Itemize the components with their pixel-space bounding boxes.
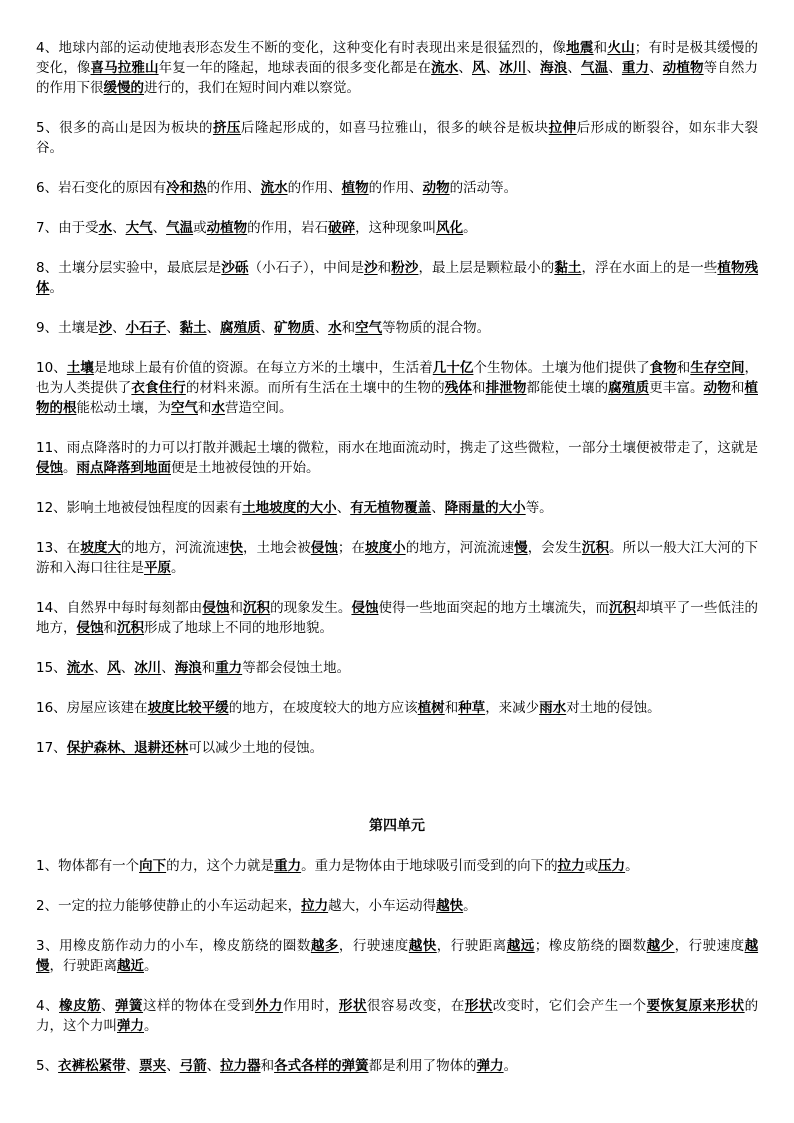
unit3-note-item-12 <box>36 658 758 678</box>
text-run: 、 <box>485 60 500 76</box>
text-run: 作用时， <box>282 998 339 1014</box>
text-run: 、 <box>314 320 329 336</box>
text-run: 、 <box>152 220 167 236</box>
text-run: ，行驶距离 <box>49 958 117 974</box>
text-run: 。 <box>49 280 63 296</box>
key-term: 拉力器 <box>220 1058 261 1074</box>
key-term: 形状 <box>338 998 367 1014</box>
text-run: ；橡皮筋绕的圈数 <box>534 938 647 954</box>
key-term: 水 <box>328 320 342 336</box>
key-term: 有无植物覆盖 <box>350 500 432 516</box>
key-term: 沉积 <box>117 620 144 636</box>
key-term: 风 <box>472 60 486 76</box>
key-term: 重力 <box>621 60 650 76</box>
key-term: 拉力 <box>557 858 585 874</box>
key-term: 沉积 <box>581 540 610 556</box>
key-term: 土壤 <box>66 360 94 376</box>
key-term: 几十亿 <box>432 360 474 376</box>
key-term: 排泄物 <box>485 380 527 396</box>
unit3-note-item-9 <box>36 498 758 518</box>
unit3-note-item-5 <box>36 258 758 298</box>
unit3-note-item-14 <box>36 738 758 758</box>
unit3-notes <box>36 38 758 758</box>
key-term: 流水 <box>260 180 288 196</box>
key-term: 生存空间 <box>690 360 745 376</box>
text-run: 、 <box>93 660 108 676</box>
text-run: 却填平了一些低洼的地方， <box>36 600 759 636</box>
text-run: 形成了地球上不同的地形地貌。 <box>144 620 333 636</box>
text-run: 进行的，我们在短时间内难以察觉。 <box>144 80 360 96</box>
text-run: 越大，小车运动得 <box>328 898 437 914</box>
key-term: 拉力 <box>301 898 329 914</box>
key-term: 侵蚀 <box>36 460 63 476</box>
key-term: 雨水 <box>539 700 567 716</box>
key-term: 喜马拉雅山 <box>90 60 159 76</box>
key-term: 侵蚀 <box>202 600 230 616</box>
text-run: 的材料来源。而所有生活在土壤中的生物的 <box>185 380 445 396</box>
key-term: 重力 <box>274 858 302 874</box>
text-run: 的力，这个力叫 <box>36 998 759 1034</box>
text-run: 等自然力的作用下很 <box>36 60 758 96</box>
text-run: 11、雨点降落时的力可以打散并溅起土壤的微粒，雨水在地面流动时，携走了这些微粒，一部分土壤便被带走了，这就是 <box>36 440 758 456</box>
text-run: 、 <box>608 60 622 76</box>
text-run: 、 <box>161 660 175 676</box>
key-term: 侵蚀 <box>351 600 379 616</box>
text-run: 、 <box>101 998 116 1014</box>
key-term: 越少 <box>646 938 675 954</box>
text-run: ，行驶速度 <box>338 938 409 954</box>
key-term: 越远 <box>506 938 535 954</box>
text-run: 2、一定的拉力能够使静止的小车运动起来， <box>36 898 302 914</box>
unit3-note-item-2 <box>36 118 758 158</box>
key-term: 破碎 <box>328 220 356 236</box>
text-run: 的作用、 <box>287 180 342 196</box>
key-term: 弹力 <box>117 1018 144 1034</box>
unit3-note-item-1 <box>36 38 758 98</box>
key-term: 平原 <box>144 560 171 576</box>
text-run: 的作用，岩石 <box>247 220 329 236</box>
text-run: 12、影响土地被侵蚀程度的因素有 <box>36 500 243 516</box>
text-run: 、 <box>649 60 663 76</box>
text-run: 、 <box>120 660 135 676</box>
text-run: 的力，这个力就是 <box>166 858 275 874</box>
text-run: ，来减少 <box>485 700 540 716</box>
text-run: 。 <box>63 460 77 476</box>
key-term: 快 <box>229 540 244 556</box>
unit3-note-item-4 <box>36 218 758 238</box>
key-term: 动植物 <box>206 220 248 236</box>
key-term: 坡度小 <box>365 540 406 556</box>
section-heading: 第四单元 <box>369 818 425 834</box>
key-term: 侵蚀 <box>76 620 104 636</box>
key-term: 大气 <box>125 220 153 236</box>
text-run: 。 <box>144 958 158 974</box>
text-run: ，会发生 <box>527 540 582 556</box>
text-run: 这样的物体在受到 <box>143 998 255 1014</box>
key-term: 压力 <box>598 858 626 874</box>
text-run: 和 <box>444 700 459 716</box>
text-run: ，最上层是颗粒最小的 <box>418 260 555 276</box>
text-run: 16、房屋应该建在 <box>36 700 148 716</box>
key-term: 风 <box>107 660 121 676</box>
text-run: 8、土壤分层实验中，最底层是 <box>36 260 222 276</box>
key-term: 拉伸 <box>548 120 577 136</box>
key-term: 沙 <box>98 320 113 336</box>
text-run: 9、土壤是 <box>36 320 99 336</box>
text-run: 1、物体都有一个 <box>36 858 140 874</box>
key-term: 侵蚀 <box>310 540 338 556</box>
text-run: 、 <box>206 1058 221 1074</box>
text-run: 和 <box>341 320 356 336</box>
text-run: 后形成的断裂谷，如东非大裂谷。 <box>36 120 759 156</box>
text-run: 7、由于受 <box>36 220 99 236</box>
text-run: 、 <box>526 60 541 76</box>
text-run: ，行驶速度 <box>674 938 745 954</box>
key-term: 坡度大 <box>80 540 122 556</box>
text-run: 。 <box>463 898 477 914</box>
key-term: 要恢复原来形状 <box>646 998 745 1014</box>
unit3-note-item-8 <box>36 438 758 478</box>
key-term: 各式各样的弹簧 <box>274 1058 369 1074</box>
key-term: 植树 <box>417 700 445 716</box>
text-run: 的现象发生。 <box>270 600 352 616</box>
text-run: 后隆起形成的，如喜马拉雅山，很多的峡谷是板块 <box>240 120 549 136</box>
text-run: 、 <box>112 320 126 336</box>
text-run: 3、用橡皮筋作动力的小车，橡皮筋绕的圈数 <box>36 938 311 954</box>
text-run: 和 <box>593 40 608 56</box>
text-run: 等都会侵蚀土地。 <box>242 660 351 676</box>
unit3-note-item-6 <box>36 318 758 338</box>
text-run: ，行驶距离 <box>436 938 507 954</box>
text-run: 或 <box>193 220 207 236</box>
text-run: 的地方，河流流速 <box>121 540 230 556</box>
text-run: 或 <box>584 858 599 874</box>
unit3-note-item-10 <box>36 538 758 578</box>
key-term: 动物 <box>422 180 450 196</box>
key-term: 气温 <box>581 60 609 76</box>
text-run: 便是土地被侵蚀的开始。 <box>171 460 320 476</box>
unit4-note-item-4 <box>36 996 758 1036</box>
text-run: 。所以一般大江大河的下游和入海口往往是 <box>36 540 759 576</box>
key-term: 坡度比较平缓 <box>147 700 229 716</box>
text-run: 15、 <box>36 660 67 676</box>
text-run: 是地球上最有价值的资源。在每立方米的土壤中，生活着 <box>93 360 433 376</box>
text-run: 14、自然界中每时每刻都由 <box>36 600 203 616</box>
text-run: ；在 <box>337 540 366 556</box>
key-term: 火山 <box>607 40 635 56</box>
text-run: 和 <box>198 400 212 416</box>
key-term: 粉沙 <box>391 260 419 276</box>
key-term: 海浪 <box>540 60 568 76</box>
unit3-note-item-3 <box>36 178 758 198</box>
document-page <box>36 38 758 1096</box>
key-term: 衣食住行 <box>131 380 186 396</box>
text-run: ，这种现象叫 <box>355 220 437 236</box>
text-run: 更丰富。 <box>649 380 704 396</box>
text-run: ，浮在水面上的是一些 <box>581 260 718 276</box>
key-term: 气温 <box>166 220 194 236</box>
key-term: 弹簧 <box>115 998 144 1014</box>
text-run: 很容易改变，在 <box>366 998 465 1014</box>
key-term: 保护森林、退耕还林 <box>66 740 189 756</box>
key-term: 形状 <box>464 998 493 1014</box>
text-run: 年复一年的隆起，地球表面的很多变化都是在 <box>158 60 432 76</box>
key-term: 挤压 <box>212 120 241 136</box>
text-run: 改变时，它们会产生一个 <box>492 998 647 1014</box>
key-term: 橡皮筋 <box>59 998 102 1014</box>
text-run: 10、 <box>36 360 67 376</box>
text-run: 个生物体。土壤为他们提供了 <box>473 360 650 376</box>
text-run: 等物质的混合物。 <box>382 320 491 336</box>
key-term: 越近 <box>117 958 144 974</box>
key-term: 冷和热 <box>166 180 207 196</box>
key-term: 小石子 <box>125 320 167 336</box>
unit4-note-item-1 <box>36 856 758 876</box>
text-run: 和 <box>201 660 216 676</box>
key-term: 地震 <box>566 40 594 56</box>
text-run: 17、 <box>36 740 67 756</box>
key-term: 风化 <box>436 220 464 236</box>
text-run: 。重力是物体由于地球吸引而受到的向下的 <box>301 858 558 874</box>
text-run: 、 <box>206 320 221 336</box>
key-term: 流水 <box>431 60 459 76</box>
key-term: 种草 <box>458 700 486 716</box>
key-term: 植物 <box>341 180 369 196</box>
text-run: 和 <box>260 1058 275 1074</box>
key-term: 缓慢的 <box>103 80 144 96</box>
key-term: 弹力 <box>476 1058 504 1074</box>
unit4-note-item-2 <box>36 896 758 916</box>
unit3-note-item-11 <box>36 598 758 638</box>
text-run: 可以减少土地的侵蚀。 <box>188 740 324 756</box>
key-term: 黏土 <box>179 320 207 336</box>
text-run: 6、岩石变化的原因有 <box>36 180 167 196</box>
key-term: 残体 <box>444 380 472 396</box>
key-term: 矿物质 <box>274 320 315 336</box>
text-run: 。 <box>625 858 639 874</box>
unit4-note-item-5 <box>36 1056 758 1076</box>
text-run: 等。 <box>525 500 553 516</box>
text-run: 对土地的侵蚀。 <box>566 700 661 716</box>
text-run: 。 <box>463 220 477 236</box>
key-term: 沉积 <box>243 600 271 616</box>
text-run: 和 <box>730 380 745 396</box>
text-run: 、 <box>112 220 126 236</box>
text-run: 、 <box>125 1058 140 1074</box>
key-term: 越快 <box>436 898 464 914</box>
key-term: 动植物 <box>662 60 704 76</box>
text-run: 。 <box>503 1058 518 1074</box>
unit4-notes <box>36 856 758 1076</box>
text-run: 、 <box>431 500 445 516</box>
key-term: 腐殖质 <box>220 320 261 336</box>
key-term: 植物的根 <box>36 380 758 416</box>
text-run: 和 <box>229 600 243 616</box>
text-run: 的活动等。 <box>449 180 518 196</box>
key-term: 黏土 <box>554 260 582 276</box>
text-run: 和 <box>377 260 392 276</box>
text-run: 能松动土壤，为 <box>76 400 171 416</box>
text-run: 、 <box>166 320 180 336</box>
key-term: 票夹 <box>139 1058 167 1074</box>
text-run: 5、很多的高山是因为板块的 <box>36 120 213 136</box>
key-term: 水 <box>211 400 225 416</box>
key-term: 动物 <box>703 380 731 396</box>
text-run: （小石子），中间是 <box>248 260 365 276</box>
text-run: ；有时是极其缓慢的变化，像 <box>36 40 759 76</box>
key-term: 慢 <box>514 540 528 556</box>
text-run: 13、在 <box>36 540 81 556</box>
key-term: 水 <box>98 220 113 236</box>
text-run: 、 <box>260 320 275 336</box>
text-run: 和 <box>676 360 691 376</box>
key-term: 冰川 <box>499 60 527 76</box>
text-run: 和 <box>472 380 486 396</box>
text-run: 。 <box>171 560 185 576</box>
key-term: 流水 <box>66 660 94 676</box>
key-term: 植物残体 <box>36 260 759 296</box>
text-run: 的地方，河流流速 <box>405 540 515 556</box>
unit3-note-item-13 <box>36 698 758 718</box>
key-term: 越快 <box>408 938 437 954</box>
key-term: 降雨量的大小 <box>444 500 526 516</box>
key-term: 空气 <box>171 400 198 416</box>
key-term: 沙 <box>364 260 378 276</box>
key-term: 越慢 <box>36 938 759 974</box>
key-term: 腐殖质 <box>608 380 650 396</box>
text-run: 营造空间。 <box>225 400 293 416</box>
key-term: 外力 <box>254 998 283 1014</box>
unit4-note-item-3 <box>36 936 758 976</box>
text-run: 、 <box>567 60 581 76</box>
key-term: 重力 <box>215 660 243 676</box>
key-term: 越多 <box>310 938 339 954</box>
text-run: ，也为人类提供了 <box>36 360 759 396</box>
key-term: 弓箭 <box>179 1058 207 1074</box>
text-run: 4、 <box>36 998 60 1014</box>
key-term: 空气 <box>355 320 383 336</box>
text-run: 的作用、 <box>206 180 261 196</box>
text-run: 5、 <box>36 1058 59 1074</box>
unit3-note-item-7 <box>36 358 758 418</box>
text-run: 都是利用了物体的 <box>368 1058 477 1074</box>
text-run: ，土地会被 <box>243 540 311 556</box>
key-term: 冰川 <box>134 660 162 676</box>
key-term: 海浪 <box>174 660 202 676</box>
text-run: 4、地球内部的运动使地表形态发生不断的变化，这种变化有时表现出来是很猛烈的，像 <box>36 40 567 56</box>
key-term: 沙砾 <box>221 260 249 276</box>
text-run: 、 <box>166 1058 180 1074</box>
text-run: 和 <box>103 620 117 636</box>
text-run: 的作用、 <box>368 180 423 196</box>
text-run: 的地方，在坡度较大的地方应该 <box>228 700 418 716</box>
key-term: 土地坡度的大小 <box>242 500 337 516</box>
text-run: 、 <box>336 500 351 516</box>
key-term: 沉积 <box>608 600 637 616</box>
key-term: 雨点降落到地面 <box>76 460 171 476</box>
text-run: 都能使土壤的 <box>526 380 609 396</box>
text-run: 。 <box>144 1018 158 1034</box>
text-run: 、 <box>458 60 472 76</box>
key-term: 衣裤松紧带 <box>58 1058 126 1074</box>
key-term: 食物 <box>649 360 677 376</box>
key-term: 向下 <box>139 858 167 874</box>
text-run: 使得一些地面突起的地方土壤流失，而 <box>378 600 609 616</box>
